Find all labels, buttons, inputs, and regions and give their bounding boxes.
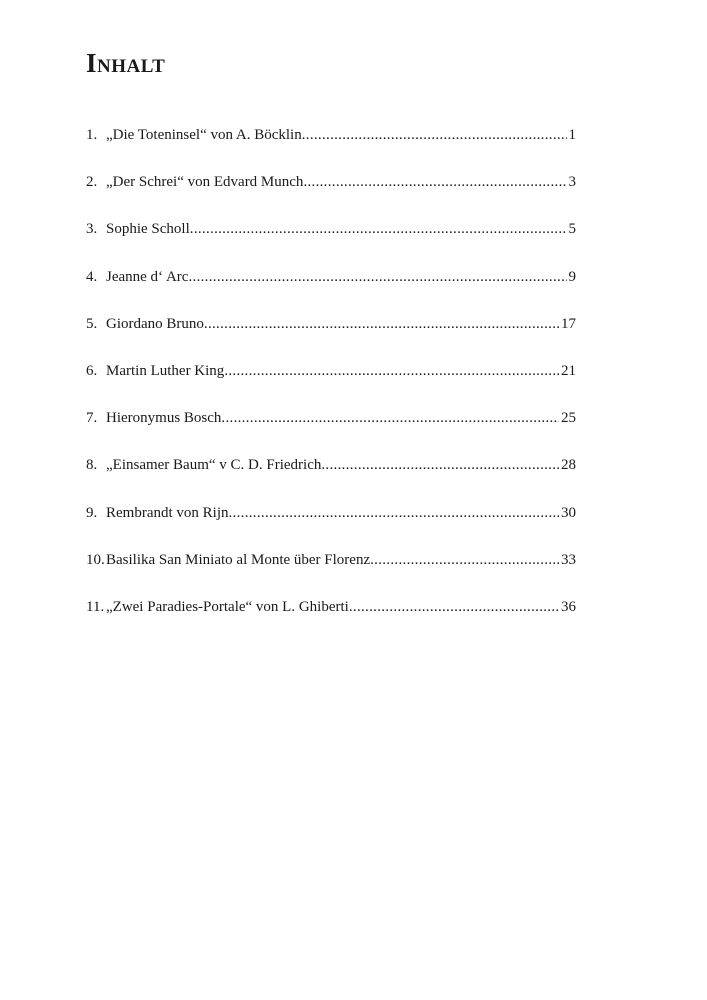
entry-page-number: 28: [561, 457, 576, 474]
entry-page-number: 25: [561, 410, 576, 427]
entry-title: „Die Toteninsel“ von A. Böcklin: [106, 127, 302, 143]
entry-title: Martin Luther King: [106, 362, 225, 379]
entry-title: Jeanne d‘ Arc: [106, 268, 189, 285]
entry-page-number: 36: [561, 598, 576, 615]
entry-title: Hieronymus Bosch: [106, 410, 222, 427]
entry-title: Giordano Bruno: [106, 315, 204, 332]
toc-entry-8[interactable]: [86, 455, 576, 502]
entry-number: 4.: [86, 268, 98, 285]
toc-entry-7[interactable]: [86, 408, 576, 455]
entry-number: 1.: [86, 127, 98, 143]
entry-page-number: 21: [561, 362, 576, 379]
dot-leader: [204, 314, 559, 334]
entry-number: 10.: [86, 551, 105, 568]
toc-entry-1[interactable]: [86, 125, 576, 172]
entry-number: 9.: [86, 504, 98, 521]
toc-entry-11[interactable]: [86, 597, 576, 644]
dot-leader: [229, 503, 560, 523]
toc-entry-5[interactable]: [86, 314, 576, 361]
entry-title: Rembrandt von Rijn: [106, 504, 229, 521]
dot-leader: [370, 550, 559, 570]
entry-title: „Zwei Paradies-Portale“ von L. Ghiberti: [106, 598, 349, 615]
entry-page-number: 3: [568, 174, 576, 191]
entry-number: 3.: [86, 221, 98, 238]
entry-title: „Der Schrei“ von Edvard Munch: [106, 174, 304, 191]
dot-leader: [303, 172, 566, 192]
entry-page-number: 1: [568, 127, 576, 143]
toc-entry-3[interactable]: [86, 219, 576, 266]
entry-page-number: 5: [568, 221, 576, 238]
entry-number: 7.: [86, 410, 98, 427]
entry-number: 8.: [86, 457, 98, 474]
entry-number: 6.: [86, 362, 98, 379]
dot-leader: [188, 267, 566, 287]
dot-leader: [321, 455, 559, 475]
toc-entry-6[interactable]: [86, 361, 576, 408]
dot-leader: [302, 125, 567, 145]
toc-entry-4[interactable]: [86, 267, 576, 314]
dot-leader: [190, 219, 567, 239]
entry-title: „Einsamer Baum“ v C. D. Friedrich: [106, 457, 322, 474]
table-of-contents: [86, 125, 576, 644]
entry-number: 2.: [86, 174, 98, 191]
dot-leader: [349, 597, 559, 617]
entry-page-number: 9: [568, 268, 576, 285]
entry-page-number: 30: [561, 504, 576, 521]
entry-number: 5.: [86, 315, 98, 332]
toc-entry-9[interactable]: [86, 503, 576, 550]
entry-page-number: 33: [561, 551, 576, 568]
page-title: Inhalt: [86, 48, 166, 78]
toc-entry-2[interactable]: [86, 172, 576, 219]
entry-title: Sophie Scholl: [106, 221, 190, 238]
entry-number: 11.: [86, 598, 105, 615]
dot-leader: [221, 408, 559, 428]
dot-leader: [224, 361, 559, 381]
entry-page-number: 17: [561, 315, 576, 332]
entry-title: Basilika San Miniato al Monte über Florenz: [106, 551, 371, 568]
toc-entry-10[interactable]: [86, 550, 576, 597]
